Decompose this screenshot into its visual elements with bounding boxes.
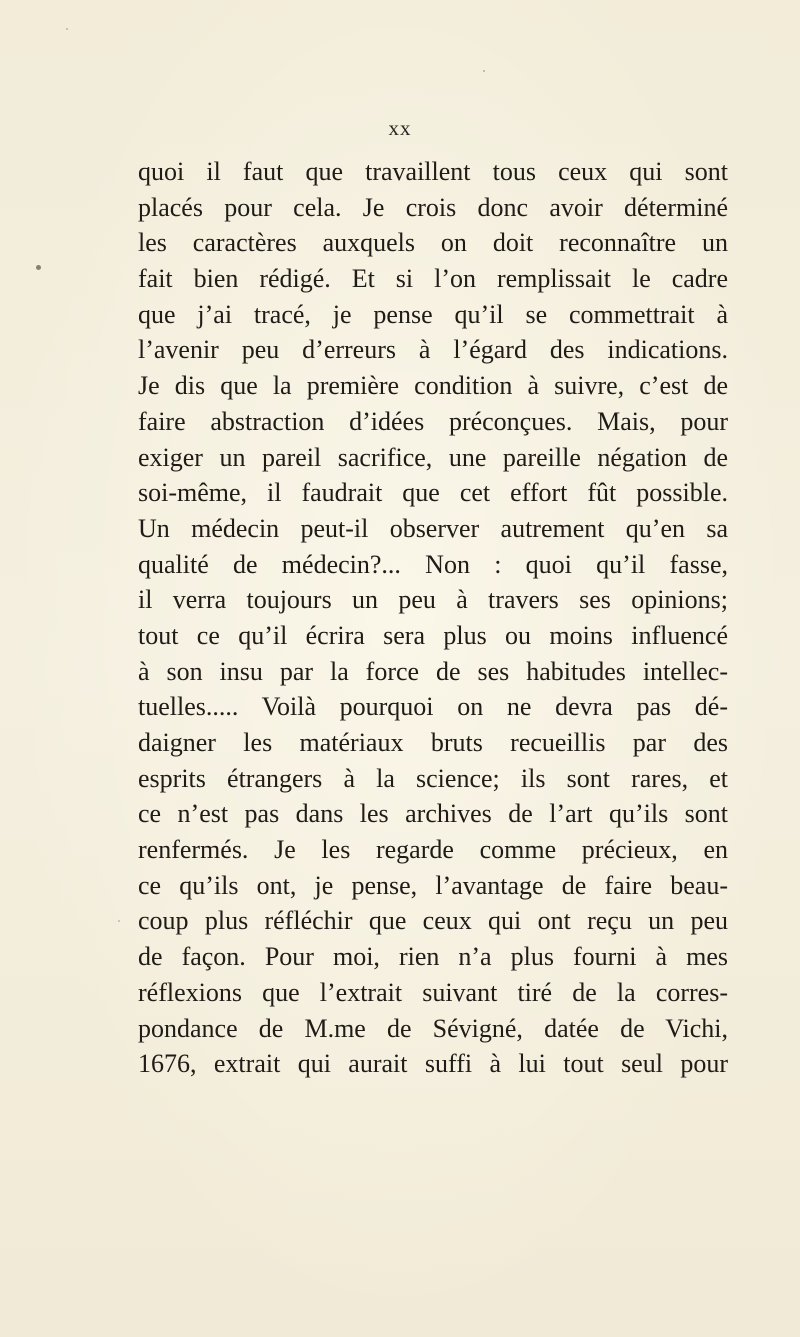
text-line: réflexions que l’extrait suivant tiré de la corres- xyxy=(138,977,728,1007)
text-line: qualité de médecin?... Non : quoi qu’il fasse, xyxy=(138,549,728,579)
text-line: fait bien rédigé. Et si l’on remplissait le cadre xyxy=(138,264,728,294)
text-line: l’avenir peu d’erreurs à l’égard des indications. xyxy=(138,335,728,365)
text-line: Un médecin peut-il observer autrement qu’en sa xyxy=(138,513,728,543)
page-number: xx xyxy=(388,116,412,140)
text-line: à son insu par la force de ses habitudes intellec- xyxy=(138,656,728,686)
text-line: il verra toujours un peu à travers ses opinions; xyxy=(138,585,728,615)
paper-speck xyxy=(36,265,41,270)
text-line: de façon. Pour moi, rien n’a plus fourni à mes xyxy=(138,942,728,972)
text-line: ce qu’ils ont, je pense, l’avantage de faire beau- xyxy=(138,870,728,900)
paper-speck xyxy=(66,28,68,30)
text-line: Je dis que la première condition à suivre, c’est de xyxy=(138,371,728,401)
text-line: tout ce qu’il écrira sera plus ou moins influencé xyxy=(138,620,728,650)
text-line: ce n’est pas dans les archives de l’art qu’ils sont xyxy=(138,799,728,829)
text-line: tuelles..... Voilà pourquoi on ne devra pas dé- xyxy=(138,692,728,722)
text-line: exiger un pareil sacrifice, une pareille négation de xyxy=(138,442,728,472)
text-line: soi-même, il faudrait que cet effort fût possible. xyxy=(138,478,728,508)
paper-speck xyxy=(118,920,120,922)
text-line: 1676, extrait qui aurait suffi à lui tout seul pour xyxy=(138,1049,728,1079)
text-line: daigner les matériaux bruts recueillis par des xyxy=(138,728,728,757)
text-line: faire abstraction d’idées préconçues. Mais, pour xyxy=(138,406,728,436)
paper-speck xyxy=(483,70,485,72)
text-line: renfermés. Je les regarde comme précieux, en xyxy=(138,835,728,865)
text-line: quoi il faut que travaillent tous ceux qui sont xyxy=(138,157,728,186)
text-line: esprits étrangers à la science; ils sont rares, et xyxy=(138,763,728,793)
text-line: que j’ai tracé, je pense qu’il se commettrait à xyxy=(138,299,728,329)
text-line: placés pour cela. Je crois donc avoir déterminé xyxy=(138,192,728,222)
text-line: les caractères auxquels on doit reconnaître un xyxy=(138,228,728,258)
text-line: coup plus réfléchir que ceux qui ont reçu un peu xyxy=(138,906,728,936)
body-text xyxy=(138,154,728,1082)
text-line: pondance de M.me de Sévigné, datée de Vichi, xyxy=(138,1013,728,1043)
